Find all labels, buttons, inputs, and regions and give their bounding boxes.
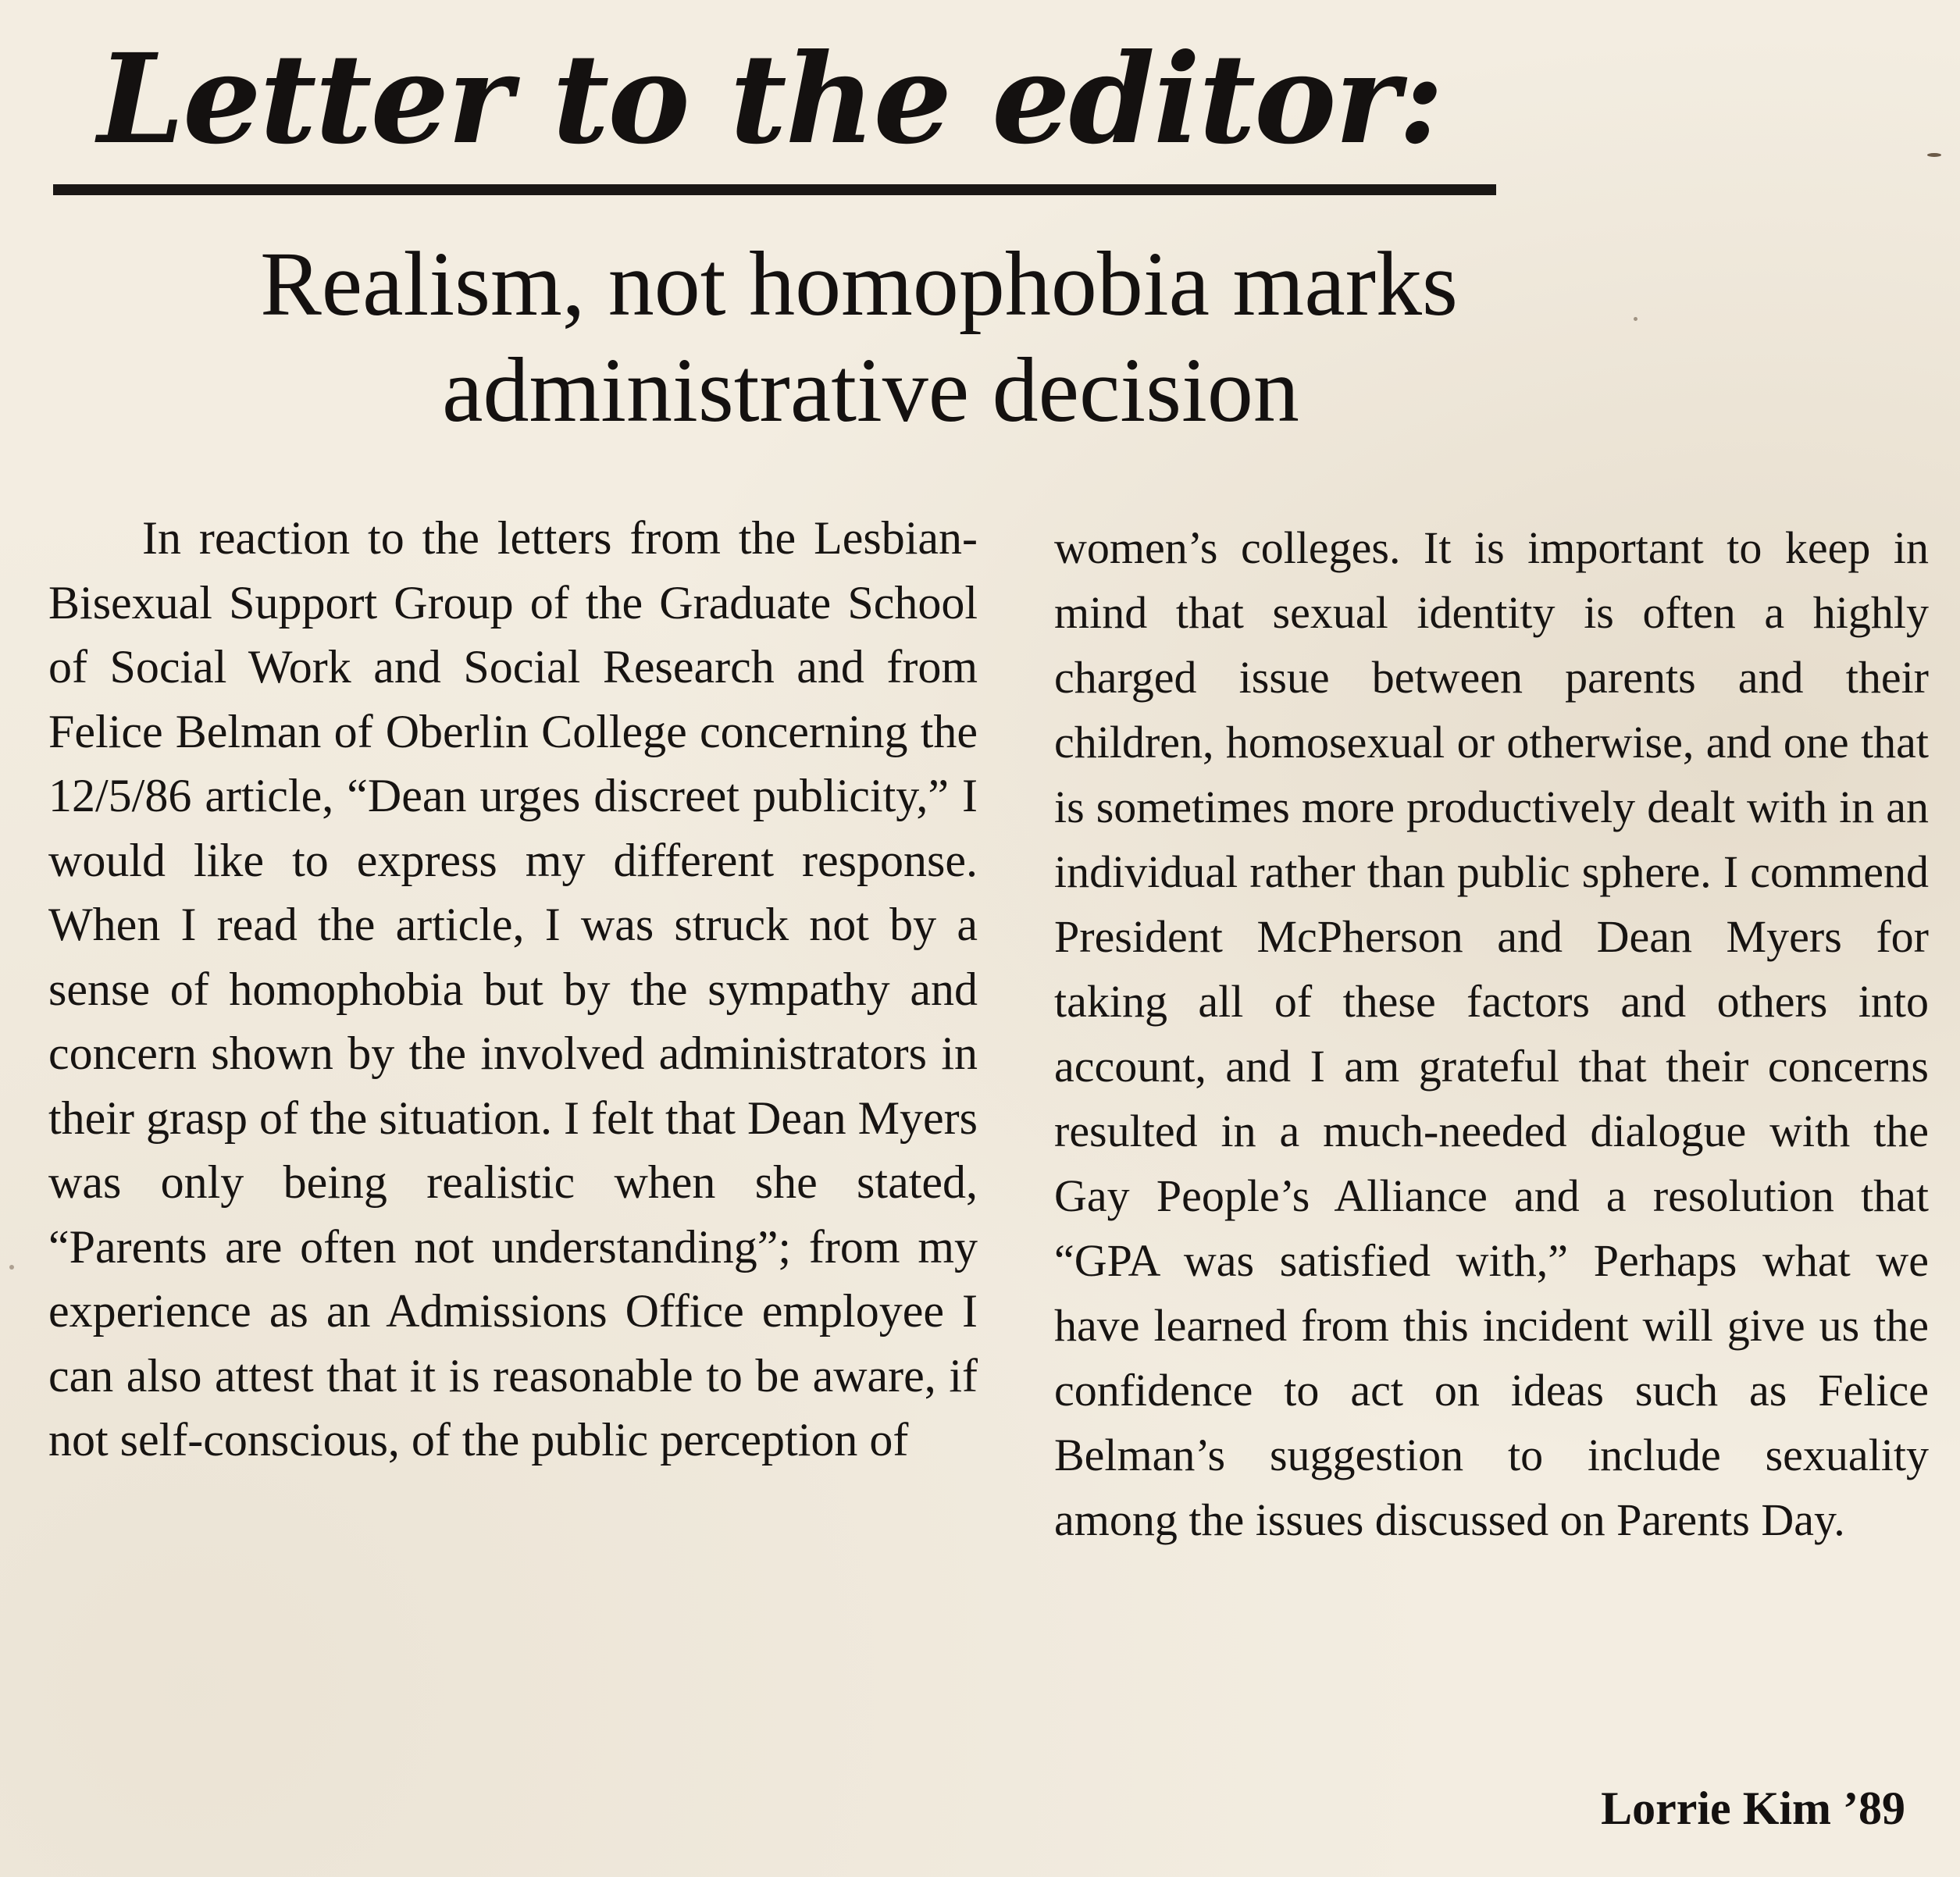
- paper-speck: [1634, 317, 1637, 321]
- kicker-rule: [53, 184, 1496, 195]
- section-kicker: Letter to the editor:: [98, 27, 1443, 172]
- author-signature: Lorrie Kim ’89: [1601, 1783, 1905, 1834]
- paper-speck: [1927, 153, 1941, 157]
- body-column-left: In reaction to the letters from the Lesbian-Bisexual Support Group of the Graduate School of Social Work and Social Research and from Felice Belman of Oberlin College concerning the 12/5/86 article, “Dean urges discreet publicity,” I would like to express my different response. When I read the article, I was struck not by a sense of homophobia but by the sympathy and concern shown by the involved administrators in their grasp of the situation. I felt that Dean Myers was only being realistic when she stated, “Parents are often not understanding”; from my experience as an Admissions Office employee I can also attest that it is reasonable to be aware, if not self-conscious, of the public perception of: [48, 512, 978, 1466]
- headline-line-2: administrative decision: [442, 339, 1299, 441]
- headline-line-1: Realism, not homophobia marks: [260, 233, 1458, 335]
- body-column-right: women’s colleges. It is important to keep in mind that sexual identity is often a highly charged issue between parents and their children, homosexual or otherwise, and one that is sometimes more productively dealt with in an individual rather than public sphere. I commend President McPherson and Dean Myers for taking all of these factors and others into account, and I am grateful that their concerns resulted in a much-needed dialogue with the Gay People’s Alliance and a resolution that “GPA was satisfied with,” Perhaps what we have learned from this incident will give us the confidence to act on ideas such as Felice Belman’s suggestion to include sexuality among the issues discussed on Parents Day.: [1054, 522, 1929, 1545]
- paper-speck: [9, 1265, 14, 1270]
- headline: [78, 231, 1640, 443]
